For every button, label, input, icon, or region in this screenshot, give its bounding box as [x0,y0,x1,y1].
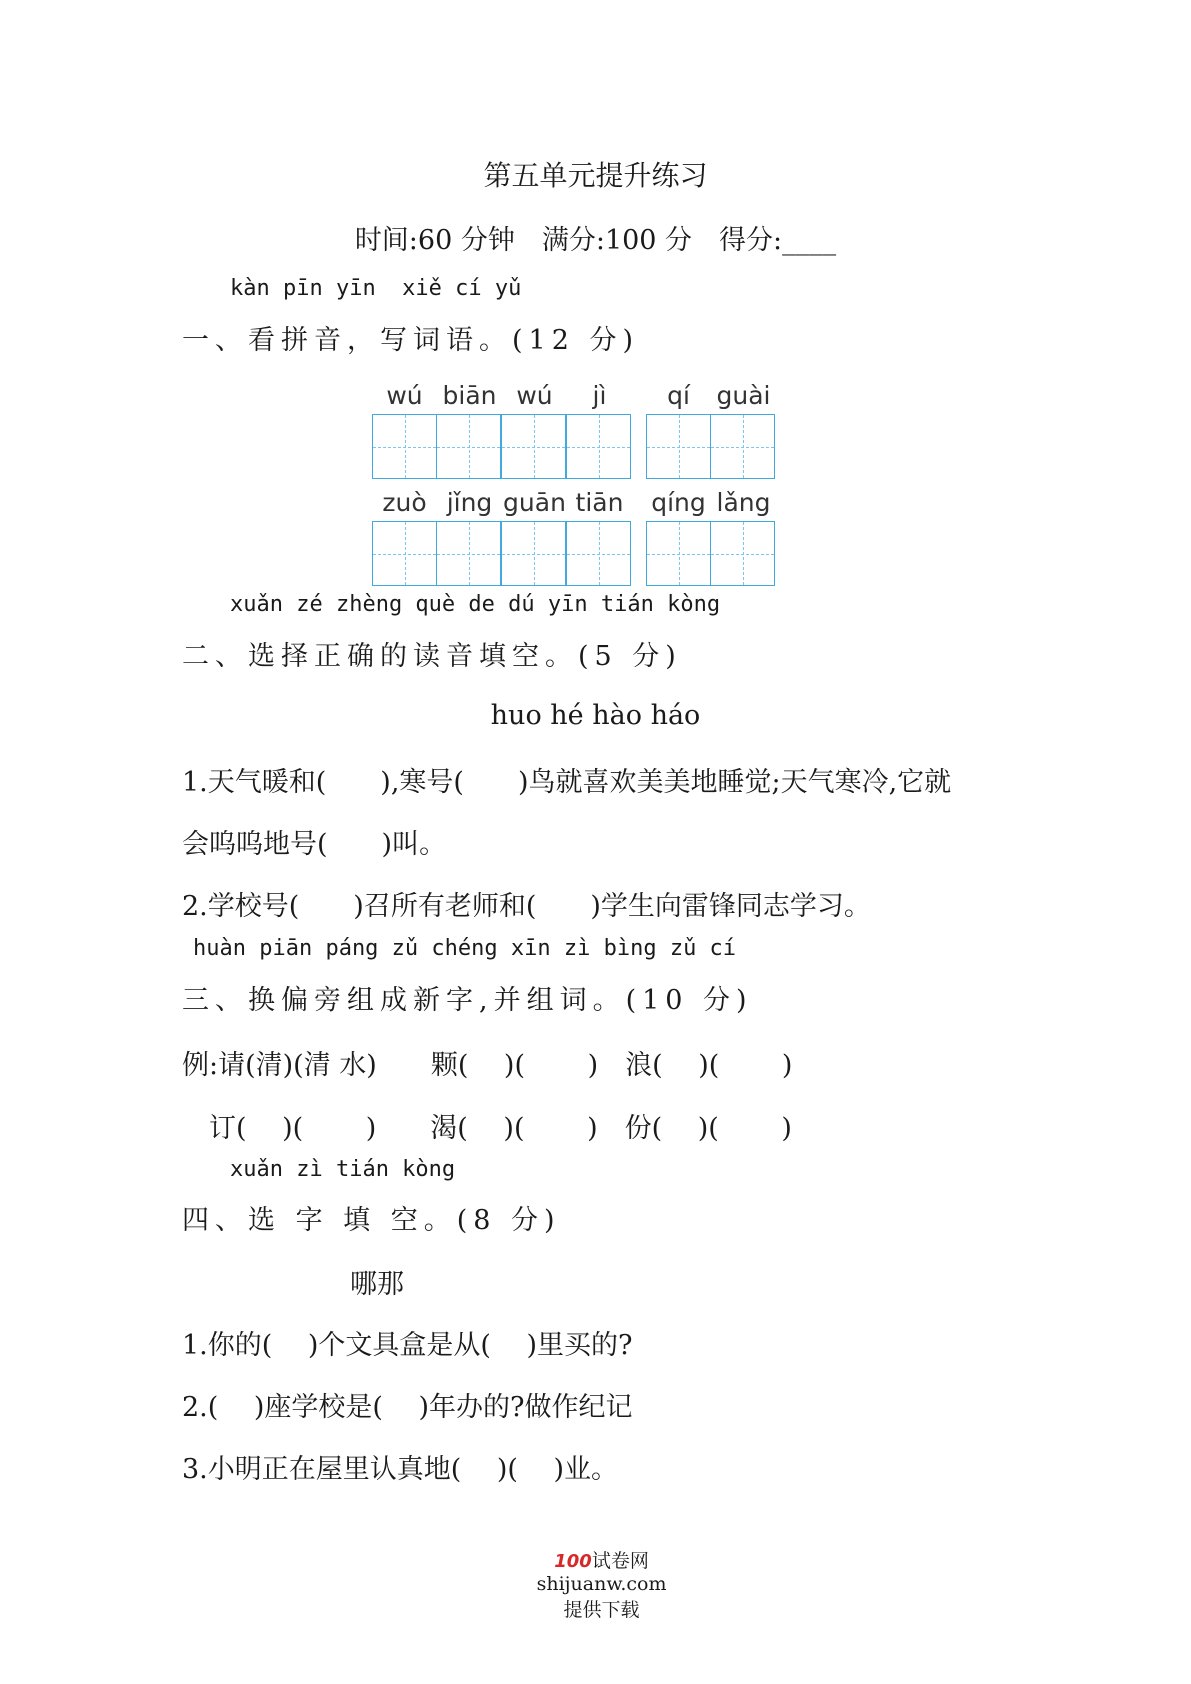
cell-pinyin: qíng [651,488,706,517]
section1-heading: 一、看拼音，写词语。(12 分) [182,325,640,356]
grid-cell-wrap [711,485,776,586]
grid-cell-wrap [567,485,632,586]
question-2-2: 2.学校号( )召所有老师和( )学生向雷锋同志学习。 [182,891,871,922]
section3-heading: 三、换偏旁组成新字,并组词。(10 分) [182,985,753,1016]
site-domain[interactable]: shijuanw.com [536,1573,667,1595]
grid-cell-wrap [711,378,776,479]
cell-pinyin: jì [592,381,607,410]
writing-cell[interactable] [372,521,437,586]
grid-cell-wrap [437,378,502,479]
question-4-2: 2.( )座学校是( )年办的?做作纪记 [182,1392,633,1423]
footer [0,1524,1191,1622]
writing-cell[interactable] [436,414,501,479]
section3-pinyin: huàn piān páng zǔ chéng xīn zì bìng zǔ cí [193,936,737,961]
grid-cell-wrap [502,485,567,586]
cell-pinyin: wú [516,381,553,410]
grid-cell-wrap [372,378,437,479]
writing-cell[interactable] [710,414,775,479]
writing-cell[interactable] [566,521,631,586]
site-name: 试卷网 [591,1550,649,1572]
writing-cell[interactable] [436,521,501,586]
question-4-1: 1.你的( )个文具盒是从( )里买的? [182,1330,633,1361]
section4-pinyin: xuǎn zì tián kòng [230,1157,456,1182]
grid-cell-wrap [646,485,711,586]
grid-cell-wrap [502,378,567,479]
cell-pinyin: jǐng [446,488,493,517]
cell-pinyin: guài [716,381,771,410]
question-2-1b: 会呜呜地号( )叫。 [182,829,447,860]
exam-meta: 时间:60 分钟 满分:100 分 得分:____ [354,225,837,256]
site-logo: 100 [554,1551,592,1572]
section4-heading: 四、选 字 填 空。(8 分) [182,1205,561,1236]
writing-cell[interactable] [501,521,566,586]
cell-pinyin: qí [667,381,690,410]
writing-cell[interactable] [372,414,437,479]
radical-line-1: 例:请(清)(清 水) 颗( )( ) 浪( )( ) [182,1050,793,1081]
cell-pinyin: wú [386,381,423,410]
grid-cell-wrap [372,485,437,586]
cell-pinyin: biān [442,381,497,410]
writing-cell[interactable] [710,521,775,586]
word-group [372,485,632,586]
question-4-3: 3.小明正在屋里认真地( )( )业。 [182,1454,619,1485]
writing-grid-row-1 [372,378,776,479]
download-note: 提供下载 [563,1599,640,1621]
section2-pinyin: xuǎn zé zhèng què de dú yīn tián kòng [230,592,721,617]
grid-cell-wrap [437,485,502,586]
cell-pinyin: guān [503,488,566,517]
cell-pinyin: tiān [575,488,624,517]
page-title: 第五单元提升练习 [483,159,708,192]
writing-cell[interactable] [566,414,631,479]
section1-pinyin: kàn pīn yīn xiě cí yǔ [230,276,522,301]
writing-cell[interactable] [646,521,711,586]
character-options: 哪那 [350,1269,404,1300]
radical-line-2: 订( )( ) 渴( )( ) 份( )( ) [182,1113,792,1144]
cell-pinyin: lǎng [716,488,771,517]
cell-pinyin: zuò [382,488,427,517]
word-group [372,378,632,479]
reading-options: huo hé hào háo [490,700,701,731]
writing-cell[interactable] [646,414,711,479]
question-2-1a: 1.天气暖和( ),寒号( )鸟就喜欢美美地睡觉;天气寒冷,它就 [182,767,952,798]
word-group [646,485,776,586]
grid-cell-wrap [567,378,632,479]
writing-grid-row-2 [372,485,776,586]
grid-cell-wrap [646,378,711,479]
word-group [646,378,776,479]
section2-heading: 二、选择正确的读音填空。(5 分) [182,641,682,672]
writing-cell[interactable] [501,414,566,479]
